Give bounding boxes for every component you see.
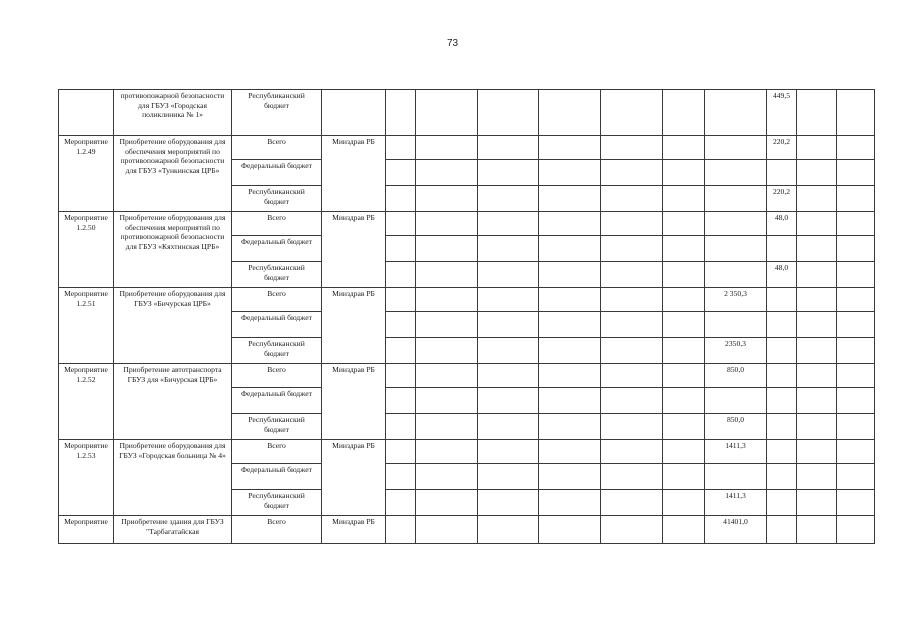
year-amount-cell [601,338,663,364]
year-amount-cell [601,288,663,312]
year-amount-cell [663,312,705,338]
program-measures-table [58,89,905,544]
year-amount-cell [797,288,837,312]
amount-cell: 48,0 [767,262,797,288]
year-amount-cell [837,236,875,262]
year-amount-cell [539,236,601,262]
year-amount-cell [416,338,478,364]
year-amount-cell [837,160,875,186]
year-amount-cell [797,212,837,236]
year-amount-cell [478,490,539,516]
year-amount-cell [837,262,875,288]
year-amount-cell [797,490,837,516]
year-amount-cell [539,160,601,186]
year-amount-cell [837,388,875,414]
year-amount-cell [539,136,601,160]
year-amount-cell [601,186,663,212]
year-amount-cell [663,186,705,212]
year-amount-cell [478,186,539,212]
year-amount-cell [478,464,539,490]
year-amount-cell [601,160,663,186]
year-amount-cell [663,288,705,312]
executor-cell [322,90,386,136]
funding-source-cell: Республиканский бюджет [232,490,322,516]
year-amount-cell [539,312,601,338]
year-amount-cell [416,464,478,490]
amount-large-cell [705,388,767,414]
year-amount-cell [386,212,416,236]
amount-large-cell: 2 350,3 [705,288,767,312]
year-amount-cell [601,464,663,490]
year-amount-cell [663,90,705,136]
executor-cell: Минздрав РБ [322,440,386,516]
amount-cell [767,464,797,490]
year-amount-cell [797,516,837,544]
executor-cell: Минздрав РБ [322,136,386,212]
year-amount-cell [837,464,875,490]
year-amount-cell [797,338,837,364]
year-amount-cell [539,414,601,440]
year-amount-cell [663,516,705,544]
year-amount-cell [386,136,416,160]
year-amount-cell [837,90,875,136]
measure-code-cell: Мероприятие 1.2.50 [59,212,114,288]
year-amount-cell [601,516,663,544]
year-amount-cell [386,516,416,544]
year-amount-cell [797,388,837,414]
funding-source-cell: Всего [232,440,322,464]
year-amount-cell [478,212,539,236]
measure-code-cell: Мероприятие 1.2.49 [59,136,114,212]
amount-cell: 220,2 [767,136,797,160]
funding-source-cell: Федеральный бюджет [232,464,322,490]
year-amount-cell [837,440,875,464]
year-amount-cell [837,136,875,160]
year-amount-cell [539,490,601,516]
year-amount-cell [663,440,705,464]
amount-large-cell [705,186,767,212]
year-amount-cell [837,338,875,364]
year-amount-cell [539,516,601,544]
year-amount-cell [837,516,875,544]
year-amount-cell [386,288,416,312]
year-amount-cell [386,414,416,440]
year-amount-cell [539,288,601,312]
measure-name-cell: Приобретение оборудования для обеспечения мероприятий по противопожарной безопасности для ГБУЗ «Кяхтинская ЦРБ» [114,212,232,288]
year-amount-cell [601,490,663,516]
year-amount-cell [663,212,705,236]
year-amount-cell [416,414,478,440]
year-amount-cell [663,388,705,414]
year-amount-cell [539,262,601,288]
year-amount-cell [386,160,416,186]
year-amount-cell [386,464,416,490]
funding-source-cell: Всего [232,212,322,236]
funding-source-cell: Республиканский бюджет [232,338,322,364]
amount-large-cell [705,464,767,490]
year-amount-cell [386,388,416,414]
year-amount-cell [837,212,875,236]
year-amount-cell [601,440,663,464]
year-amount-cell [663,338,705,364]
measure-name-cell: Приобретение здания для ГБУЗ "Тарбагатайская [114,516,232,544]
year-amount-cell [539,440,601,464]
year-amount-cell [478,262,539,288]
measure-code-cell: Мероприятие 1.2.51 [59,288,114,364]
table-row [59,212,905,236]
year-amount-cell [601,262,663,288]
funding-source-cell: Федеральный бюджет [232,312,322,338]
funding-source-cell: Всего [232,364,322,388]
year-amount-cell [837,364,875,388]
year-amount-cell [416,440,478,464]
year-amount-cell [837,490,875,516]
year-amount-cell [601,236,663,262]
table-row [59,90,905,136]
year-amount-cell [416,288,478,312]
year-amount-cell [478,236,539,262]
year-amount-cell [386,440,416,464]
year-amount-cell [663,414,705,440]
year-amount-cell [478,388,539,414]
year-amount-cell [386,262,416,288]
year-amount-cell [416,90,478,136]
table-row [59,516,905,544]
executor-cell: Минздрав РБ [322,288,386,364]
funding-source-cell: Всего [232,516,322,544]
measure-code-cell [59,90,114,136]
amount-large-cell [705,236,767,262]
year-amount-cell [601,136,663,160]
measure-name-cell: Приобретение оборудования для ГБУЗ «Бичурская ЦРБ» [114,288,232,364]
year-amount-cell [663,364,705,388]
year-amount-cell [478,516,539,544]
page-number: 73 [446,38,459,49]
table-row [59,440,905,464]
amount-cell [767,516,797,544]
year-amount-cell [601,90,663,136]
measure-name-cell: Приобретение оборудования для обеспечения мероприятий по противопожарной безопасности для ГБУЗ «Тункинская ЦРБ» [114,136,232,212]
amount-large-cell: 1411,3 [705,440,767,464]
year-amount-cell [797,464,837,490]
year-amount-cell [601,364,663,388]
year-amount-cell [416,236,478,262]
funding-source-cell: Республиканский бюджет [232,414,322,440]
year-amount-cell [539,186,601,212]
executor-cell: Минздрав РБ [322,212,386,288]
year-amount-cell [797,90,837,136]
year-amount-cell [837,186,875,212]
table-row [59,288,905,312]
year-amount-cell [663,160,705,186]
amount-cell [767,312,797,338]
year-amount-cell [797,136,837,160]
amount-cell [767,490,797,516]
year-amount-cell [478,364,539,388]
amount-cell [767,388,797,414]
funding-source-cell: Федеральный бюджет [232,236,322,262]
funding-source-cell: Федеральный бюджет [232,160,322,186]
year-amount-cell [386,236,416,262]
year-amount-cell [539,90,601,136]
measure-name-cell: Приобретение автотранспорта ГБУЗ для «Бичурская ЦРБ» [114,364,232,440]
year-amount-cell [478,288,539,312]
year-amount-cell [386,490,416,516]
funding-source-cell: Всего [232,288,322,312]
amount-large-cell: 1411,3 [705,490,767,516]
table-row [59,136,905,160]
year-amount-cell [386,312,416,338]
year-amount-cell [797,186,837,212]
amount-large-cell: 2350,3 [705,338,767,364]
funding-source-cell: Республиканский бюджет [232,186,322,212]
year-amount-cell [837,414,875,440]
measure-name-cell: Приобретение оборудования для ГБУЗ «Городская больница № 4» [114,440,232,516]
amount-cell [767,160,797,186]
year-amount-cell [601,388,663,414]
measure-code-cell: Мероприятие 1.2.53 [59,440,114,516]
amount-cell: 48,0 [767,212,797,236]
amount-cell [767,288,797,312]
year-amount-cell [837,312,875,338]
amount-cell [767,236,797,262]
year-amount-cell [797,364,837,388]
year-amount-cell [478,90,539,136]
year-amount-cell [416,388,478,414]
year-amount-cell [386,338,416,364]
year-amount-cell [416,212,478,236]
year-amount-cell [416,490,478,516]
year-amount-cell [797,236,837,262]
year-amount-cell [386,186,416,212]
year-amount-cell [416,136,478,160]
funding-source-cell: Федеральный бюджет [232,388,322,414]
amount-cell [767,440,797,464]
measure-code-cell: Мероприятие [59,516,114,544]
year-amount-cell [601,414,663,440]
year-amount-cell [416,516,478,544]
year-amount-cell [539,338,601,364]
year-amount-cell [416,186,478,212]
year-amount-cell [797,160,837,186]
amount-large-cell: 850,0 [705,414,767,440]
year-amount-cell [386,364,416,388]
year-amount-cell [478,160,539,186]
year-amount-cell [837,288,875,312]
amount-large-cell [705,90,767,136]
amount-cell: 449,5 [767,90,797,136]
year-amount-cell [663,262,705,288]
funding-source-cell: Республиканский бюджет [232,90,322,136]
year-amount-cell [797,414,837,440]
executor-cell: Минздрав РБ [322,516,386,544]
funding-source-cell: Всего [232,136,322,160]
year-amount-cell [539,364,601,388]
amount-large-cell [705,312,767,338]
amount-large-cell [705,262,767,288]
year-amount-cell [539,388,601,414]
year-amount-cell [663,236,705,262]
year-amount-cell [478,338,539,364]
year-amount-cell [478,414,539,440]
amount-large-cell [705,136,767,160]
year-amount-cell [663,464,705,490]
year-amount-cell [416,364,478,388]
year-amount-cell [539,464,601,490]
measure-code-cell: Мероприятие 1.2.52 [59,364,114,440]
year-amount-cell [478,136,539,160]
year-amount-cell [601,212,663,236]
amount-cell: 220,2 [767,186,797,212]
table-body [59,90,905,544]
year-amount-cell [663,136,705,160]
funding-source-cell: Республиканский бюджет [232,262,322,288]
year-amount-cell [539,212,601,236]
amount-large-cell: 41401,0 [705,516,767,544]
amount-cell [767,338,797,364]
amount-cell [767,414,797,440]
table-row [59,364,905,388]
executor-cell: Минздрав РБ [322,364,386,440]
year-amount-cell [416,262,478,288]
amount-large-cell [705,160,767,186]
amount-large-cell: 850,0 [705,364,767,388]
amount-large-cell [705,212,767,236]
year-amount-cell [416,312,478,338]
year-amount-cell [416,160,478,186]
year-amount-cell [386,90,416,136]
year-amount-cell [797,312,837,338]
year-amount-cell [478,440,539,464]
year-amount-cell [601,312,663,338]
year-amount-cell [797,262,837,288]
year-amount-cell [478,312,539,338]
year-amount-cell [663,490,705,516]
measure-name-cell: противопожарной безопасности для ГБУЗ «Городская поликлиника № 1» [114,90,232,136]
year-amount-cell [797,440,837,464]
amount-cell [767,364,797,388]
